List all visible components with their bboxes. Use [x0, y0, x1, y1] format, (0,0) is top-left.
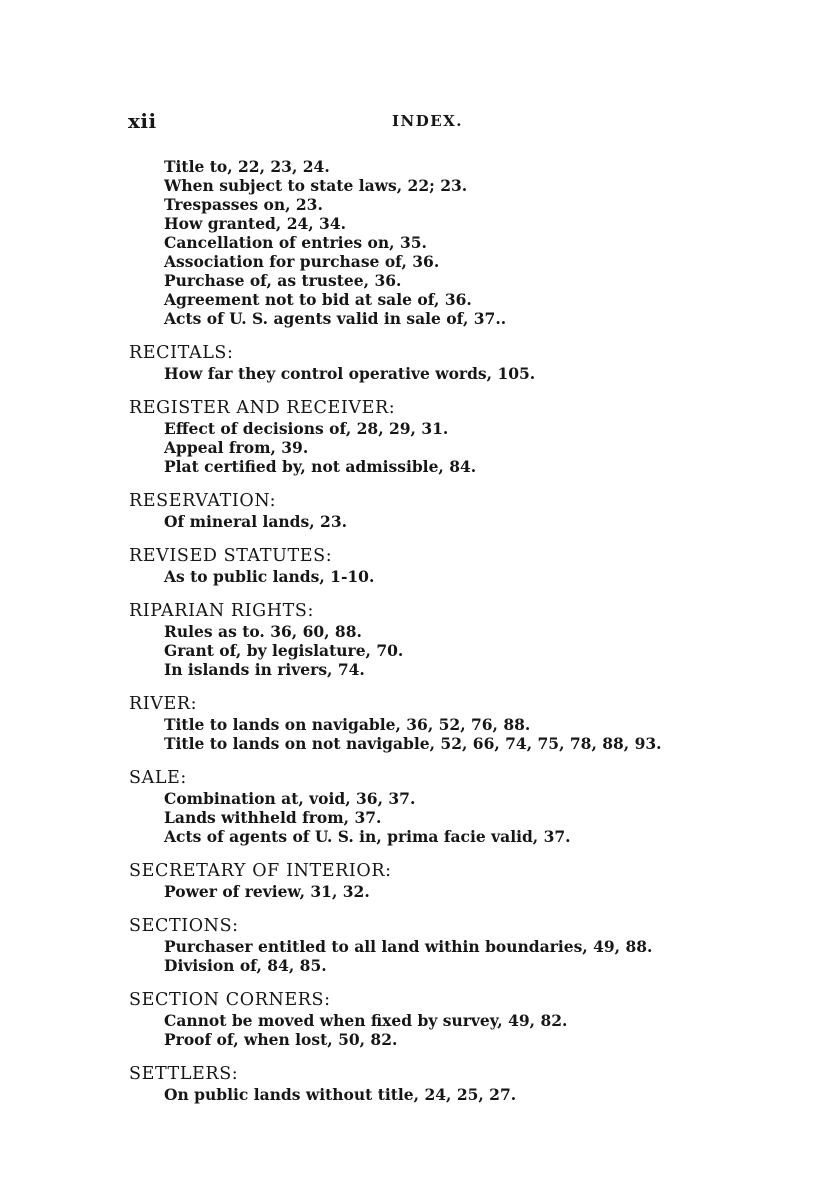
index-subentry: How far they control operative words, 105. — [164, 364, 536, 383]
index-entry-sections — [129, 916, 769, 975]
index-subentry: Purchase of, as trustee, 36. — [164, 271, 402, 290]
subentry-list — [129, 1085, 769, 1104]
index-subentry: Power of review, 31, 32. — [164, 882, 370, 901]
index-subentry: Purchaser entitled to all land within boundaries, 49, 88. — [164, 937, 653, 956]
index-subentry: Trespasses on, 23. — [164, 195, 323, 214]
index-heading: SECRETARY OF INTERIOR: — [129, 861, 392, 881]
index-subentry: In islands in rivers, 74. — [164, 660, 365, 679]
index-subentry: Agreement not to bid at sale of, 36. — [164, 290, 472, 309]
running-head: INDEX. — [392, 112, 464, 130]
index-subentry: Rules as to. 36, 60, 88. — [164, 622, 362, 641]
index-subentry: As to public lands, 1-10. — [164, 567, 375, 586]
index-entry-revised-statutes — [129, 546, 769, 586]
index-entry-riparian-rights — [129, 601, 769, 679]
index-subentry: Title to, 22, 23, 24. — [164, 157, 330, 176]
index-heading: RIPARIAN RIGHTS: — [129, 601, 314, 621]
index-subentry: Acts of U. S. agents valid in sale of, 37.. — [164, 309, 507, 328]
index-subentry: On public lands without title, 24, 25, 27. — [164, 1085, 517, 1104]
index-subentry: Grant of, by legislature, 70. — [164, 641, 404, 660]
index-heading: RESERVATION: — [129, 491, 277, 511]
index-subentry: Plat certified by, not admissible, 84. — [164, 457, 477, 476]
index-subentry: Lands withheld from, 37. — [164, 808, 382, 827]
index-subentry: Of mineral lands, 23. — [164, 512, 348, 531]
index-heading: SECTIONS: — [129, 916, 239, 936]
index-entry-continued — [129, 157, 769, 328]
index-subentry: Appeal from, 39. — [164, 438, 309, 457]
index-subentry: Association for purchase of, 36. — [164, 252, 440, 271]
index-subentry: Cancellation of entries on, 35. — [164, 233, 427, 252]
subentry-list — [129, 419, 769, 476]
subentry-list — [129, 937, 769, 975]
index-heading: SETTLERS: — [129, 1064, 239, 1084]
index-subentry: Title to lands on navigable, 36, 52, 76, 88. — [164, 715, 531, 734]
index-entry-river — [129, 694, 769, 753]
index-entry-settlers — [129, 1064, 769, 1104]
index-entry-section-corners — [129, 990, 769, 1049]
index-subentry: Effect of decisions of, 28, 29, 31. — [164, 419, 449, 438]
subentry-list — [129, 1011, 769, 1049]
subentry-list — [129, 512, 769, 531]
index-body — [129, 157, 769, 1104]
index-entry-register-and-receiver — [129, 398, 769, 476]
index-subentry: How granted, 24, 34. — [164, 214, 347, 233]
index-subentry: Division of, 84, 85. — [164, 956, 327, 975]
subentry-list — [129, 157, 769, 328]
index-entry-secretary-of-interior — [129, 861, 769, 901]
index-entry-recitals — [129, 343, 769, 383]
index-heading: SALE: — [129, 768, 187, 788]
subentry-list — [129, 715, 769, 753]
index-subentry: When subject to state laws, 22; 23. — [164, 176, 468, 195]
index-entries — [129, 343, 769, 1104]
index-heading: RIVER: — [129, 694, 198, 714]
subentry-list — [129, 622, 769, 679]
subentry-list — [129, 789, 769, 846]
index-entry-reservation — [129, 491, 769, 531]
index-subentry: Proof of, when lost, 50, 82. — [164, 1030, 398, 1049]
page-number: xii — [128, 109, 157, 133]
index-subentry: Combination at, void, 36, 37. — [164, 789, 416, 808]
index-heading: RECITALS: — [129, 343, 234, 363]
subentry-list — [129, 882, 769, 901]
index-heading: REVISED STATUTES: — [129, 546, 333, 566]
index-subentry: Title to lands on not navigable, 52, 66, 74, 75, 78, 88, 93. — [164, 734, 662, 753]
index-subentry: Cannot be moved when fixed by survey, 49, 82. — [164, 1011, 568, 1030]
index-subentry: Acts of agents of U. S. in, prima facie valid, 37. — [164, 827, 571, 846]
index-heading: REGISTER AND RECEIVER: — [129, 398, 396, 418]
subentry-list — [129, 567, 769, 586]
index-heading: SECTION CORNERS: — [129, 990, 331, 1010]
index-entry-sale — [129, 768, 769, 846]
subentry-list — [129, 364, 769, 383]
